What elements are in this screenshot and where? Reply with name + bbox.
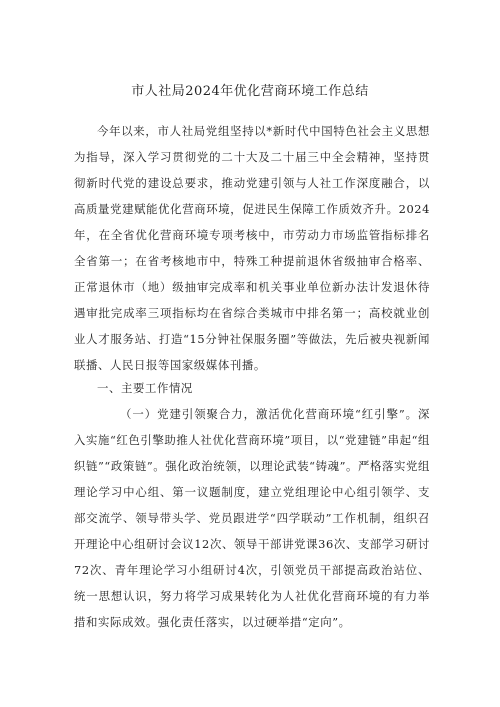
document-title: 市人社局2024年优化营商环境工作总结 (131, 84, 369, 99)
section-heading: 一、主要工作情况 (97, 381, 193, 395)
section-paragraph: （一）党建引领聚合力，激活优化营商环境“红引擎”。深入实施“红色引擎助推人社优化营商环境”项目，以“党建链”串起“组织链”“政策链”。强化政治统领，以理论武装“铸魂”。严格落实党组理论学习中心组、第一议题制度，建立党组理论中心组引领学、支部交流学、领导带头学、党员跟进学“四学联动”工作机制，组织召开理论中心组研讨会议12次、领导干部讲党课36次、支部学习研讨72次、青年理论学习小组研讨4次，引领党员干部提高政治站位、统一思想认识，努力将学习成果转化为人社优化营商环境的有力举措和实际成效。强化责任落实，以过硬举措“定向”。 (74, 407, 430, 629)
intro-paragraph: 今年以来，市人社局党组坚持以*新时代中国特色社会主义思想为指导，深入学习贯彻党的二十大及二十届三中全会精神，坚持贯彻新时代党的建设总要求，推动党建引领与人社工作深度融合，以高质量党建赋能优化营商环境，促进民生保障工作质效齐升。2024年，在全省优化营商环境专项考核中，市劳动力市场监管指标排名全省第一；在省考核地市中，特殊工种提前退休省级抽审合格率、正常退休市（地）级抽审完成率和机关事业单位新办法计发退休待遇审批完成率三项指标均在省综合类城市中排名第一；高校就业创业人才服务站、打造“15分钟社保服务圈”等做法，先后被央视新闻联播、人民日报等国家级媒体刊播。 (74, 124, 430, 372)
